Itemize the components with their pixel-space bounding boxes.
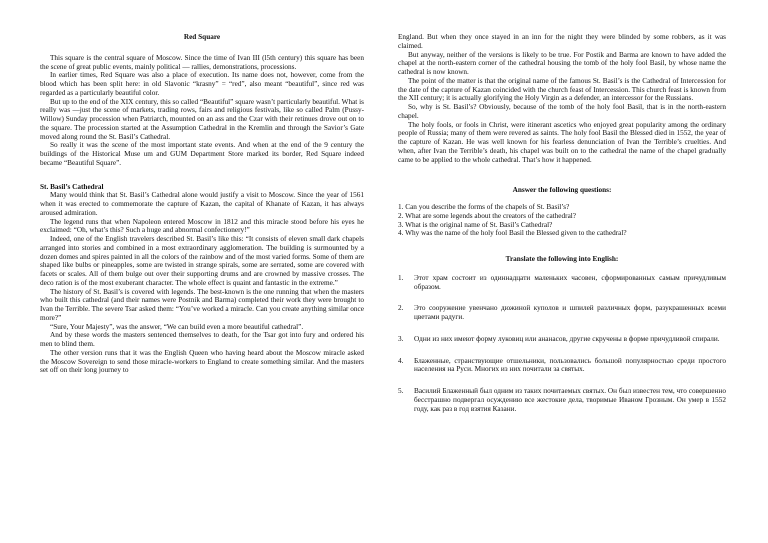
question-item: 3. What is the original name of St. Basil’s Cathedral?	[398, 220, 553, 229]
right-column	[398, 33, 726, 426]
item-text: Этот храм состоит из одиннадцати маленьких часовен, сформированных самым причудливым образом.	[414, 273, 726, 291]
paragraph: Many would think that St. Basil’s Cathedral alone would justify a visit to Moscow. Since the year of 1561 when it was erected to commemorate the capture of Kazan, the capital of Khanate of Kazan, it has always aroused admiration.	[40, 191, 364, 217]
questions-heading: Answer the following questions:	[512, 186, 612, 195]
item-number: 1.	[398, 273, 404, 282]
translate-heading: Translate the following into English:	[505, 255, 619, 263]
questions-list	[398, 203, 726, 238]
section-heading: St. Basil’s Cathedral	[40, 182, 104, 191]
translate-item	[398, 387, 726, 413]
paragraph: So, why is St. Basil’s? Obviously, because of the tomb of the holy fool Basil, that is in the north-eastern chapel.	[398, 103, 726, 120]
item-text: Одни из них имеют форму луковиц или ананасов, другие скручены в форме причудливой спирали.	[414, 334, 720, 343]
question-item: 4. Why was the name of the holy fool Basil the Blessed given to the cathedral?	[398, 229, 627, 238]
item-number: 3.	[398, 334, 404, 343]
paragraph: The other version runs that it was the English Queen who having heard about the Moscow miracle asked the Moscow Sovereign to send those miracle-workers to England to create something similar. And the masters set off on their long journey to	[40, 348, 364, 375]
item-number: 5.	[398, 387, 404, 395]
paragraph: “Sure, Your Majesty”, was the answer, “We can build even a more beautiful cathedral”.	[50, 322, 304, 331]
paragraph: In earlier times, Red Square was also a place of execution. Its name does not, however, come from the blood which has been split here: in old Slavonic “krasny” = “red”, also meant “beautiful”, since red was regarded as a particularly beautiful color.	[40, 71, 364, 97]
paragraph: The holy fools, or fools in Christ, were itinerant ascetics who enjoyed great popularity among the ordinary people of Russia; many of them were revered as saints. The holy fool Basil the Blessed died in 1552, the year of the capture of Kazan. He was well known for his fearless denunciation of Ivan the Terrible’s cruelties. And when, after Ivan the Terrible’s death, his chapel was built on to the cathedral the name of the chapel gradually came to be applied to the whole cathedral. That’s how it happened.	[398, 120, 726, 164]
paragraph: England. But when they once stayed in an inn for the night they were blinded by some robbers, as it was claimed.	[398, 33, 726, 50]
paragraph: So really it was the scene of the most important state events. And when at the end of the 9 century the buildings of the Historical Muse um and GUM Department Store marked its border, Red Square indeed became “Beautiful Square”.	[40, 141, 364, 167]
paragraph: The history of St. Basil’s is covered with legends. The best-known is the one running that when the masters who built this cathedral (and their names were Postnik and Barma) completed their work they were brought to Ivan the Terrible. The severe Tsar asked them: “You’ve worked a miracle. Can you create anything similar once more?”	[40, 287, 364, 322]
item-text: Василий Блаженный был одним из таких почитаемых святых. Он был известен тем, что совершенно бесстрашно подвергал осуждению все жестокие дела, творимые Иваном Грозным. Он умер в 1552 году, как раз в год взятия Казани.	[414, 387, 726, 413]
translate-list	[398, 274, 726, 414]
paragraph: The legend runs that when Napoleon entered Moscow in 1812 and this miracle stood before his eyes he exclaimed: “Oh, what’s this? Such a huge and abnormal confectionery!”	[40, 217, 364, 235]
paragraph: The point of the matter is that the original name of the famous St. Basil’s is the Cathedral of Intercession for the date of the capture of Kazan coincided with the church feast of Intercession. This church feast is known from the XII century; it is actually glorifying the Holy Virgin as a defender, an intercessor for the Russians.	[398, 76, 726, 103]
question-item: 2. What are some legends about the creators of the cathedral?	[398, 211, 577, 220]
page-title: Red Square	[183, 33, 221, 41]
item-number: 4.	[398, 356, 404, 365]
paragraph: But up to the end of the XIX century, this so called “Beautiful” square wasn’t particularly beautiful. What is really was —just the scene of markets, trading rows, fairs and religious festivals, like so called Palm (Pussy-Willow) Sunday procession when Patriarch, mounted on an ass and the Czar with their retinues drove out on to the square. The procession started at the Assumption Cathedral in the Kremlin and through the Savior’s Gate moved along round the St. Basil’s Cathedral.	[40, 97, 364, 141]
left-column	[40, 33, 364, 375]
translate-item	[398, 274, 726, 292]
item-text: Блаженные, странствующие отшельники, пользовались большой популярностью среди простого населения на Руси. Многих из них почитали за святых.	[414, 356, 726, 374]
translate-item	[398, 304, 726, 322]
question-item: 1. Can you describe the forms of the chapels of St. Basil’s?	[398, 203, 570, 211]
translate-item	[398, 357, 726, 375]
paragraph: And by these words the masters sentenced themselves to death, for the Tsar got into fury and ordered his men to blind them.	[40, 331, 364, 348]
paragraph: Indeed, one of the English travelers described St. Basil’s like this: “It consists of eleven small dark chapels arranged into stories and combined in a most extraordinary agglomeration. The building is surmounted by a dozen domes and spires painted in all the colors of the rainbow and of the most varied forms. Some of them are shaped like bulbs or pineapples, some are twisted in strange spirals, some are serrated, some are covered with facets or scales. All of them bulge out over their supporting drums and are crowned by massive crosses. The deco ration is of the most exuberant character. The whole effect is quaint and fantastic in the extreme.”	[40, 235, 364, 287]
paragraph: But anyway, neither of the versions is likely to be true. For Postik and Barma are known to have added the chapel at the north-eastern corner of the cathedral housing the tomb of the holy fool Basil, by whose name the cathedral is now known.	[398, 50, 726, 76]
paragraph: This square is the central square of Moscow. Since the time of Ivan III (l5th century) this square has been the scene of great public events, mainly political — rallies, demonstrations, processions.	[40, 53, 364, 71]
item-text: Это сооружение увенчано дюжиной куполов и шпилей различных форм, разукрашенных всеми цветами радуги.	[414, 304, 726, 321]
item-number: 2.	[398, 304, 404, 313]
translate-item	[398, 335, 726, 344]
